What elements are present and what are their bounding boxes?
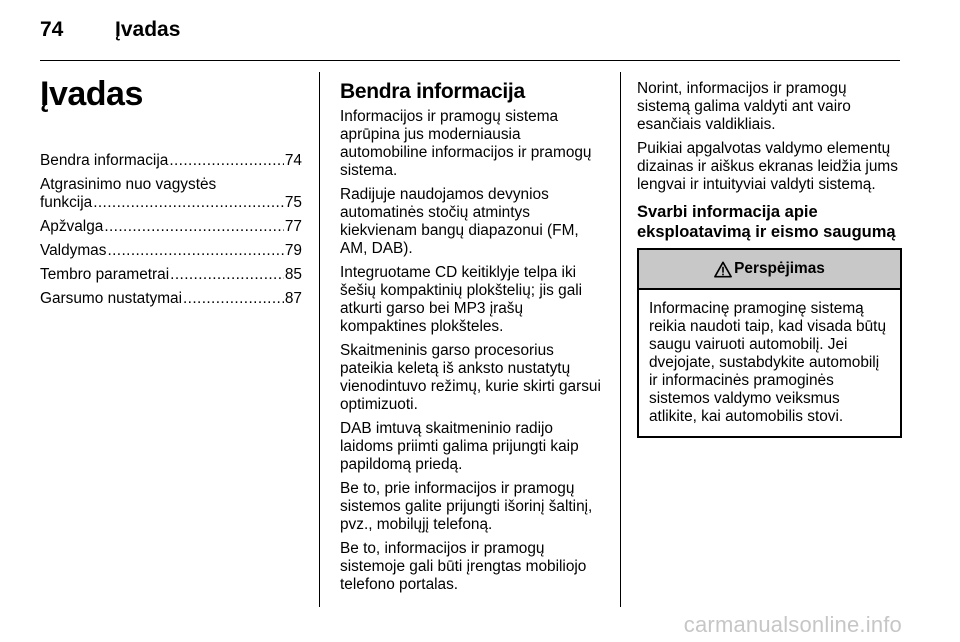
watermark: carmanualsonline.info	[683, 612, 902, 637]
toc-leader-dots	[170, 266, 284, 284]
toc-page-number: 77	[284, 218, 302, 235]
page-number: 74	[40, 18, 64, 41]
toc-entry[interactable]	[40, 290, 302, 308]
column-safety	[637, 74, 902, 438]
paragraph: Norint, informacijos ir pramogų sistemą galima valdyti ant vairo esančiais valdikliais.	[637, 80, 851, 133]
paragraph: Skaitmeninis garso procesorius pateikia keletą iš anksto nustatytų vienodintuvo režimų, kurie skirti garsui optimizuoti.	[340, 342, 601, 413]
toc-page-number: 75	[284, 194, 302, 211]
subheading: Svarbi informacija apie eksploatavimą ir eismo saugumą	[637, 203, 896, 241]
paragraph: DAB imtuvą skaitmeninio radijo laidoms priimti galima prijungti kaip papildomą priedą.	[340, 420, 579, 473]
column-divider	[319, 72, 320, 607]
toc-page-number: 87	[284, 290, 302, 307]
toc-entry-title: Apžvalga	[40, 218, 104, 235]
toc-entry[interactable]	[40, 266, 302, 284]
toc-page-number: 79	[284, 242, 302, 259]
section-title: Įvadas	[40, 75, 143, 113]
toc-entry-title: funkcija	[40, 194, 93, 211]
warning-header	[639, 250, 900, 290]
toc-page-number: 74	[284, 152, 302, 169]
warning-title: Perspėjimas	[734, 260, 825, 277]
toc-entry[interactable]	[40, 176, 302, 212]
table-of-contents	[40, 152, 302, 308]
warning-box	[637, 248, 902, 438]
chapter-title: Įvadas	[115, 18, 181, 41]
toc-entry-title: Tembro parametrai	[40, 266, 170, 283]
toc-page-number: 85	[284, 266, 302, 283]
toc-leader-dots	[93, 194, 284, 212]
column-divider	[620, 72, 621, 607]
paragraph: Radijuje naudojamos devynios automatinės stočių atmintys kiekvienam bangų diapazonui (FM, AM, DAB).	[340, 186, 579, 257]
toc-entry[interactable]	[40, 152, 302, 170]
column-toc	[40, 74, 302, 314]
section-heading: Bendra informacija	[340, 80, 525, 103]
toc-leader-dots	[169, 152, 284, 170]
toc-entry-title: Garsumo nustatymai	[40, 290, 182, 307]
toc-entry[interactable]	[40, 242, 302, 260]
toc-leader-dots	[104, 218, 284, 236]
toc-leader-dots	[107, 242, 283, 260]
paragraph: Be to, informacijos ir pramogų sistemoje gali būti įrengtas mobiliojo telefono portalas.	[340, 540, 587, 593]
warning-triangle-icon	[714, 261, 732, 278]
warning-text: Informacinę pramoginę sistemą reikia naudoti taip, kad visada būtų saugu vairuoti automobilį. Jei dvejojate, sustabdykite automobilį ir informacinės pramoginės sistemos valdymo veiksmus atlikite, kai automobilis stovi.	[649, 300, 886, 425]
page-header	[40, 18, 900, 58]
toc-leader-dots	[183, 290, 284, 308]
column-general-info	[340, 74, 608, 600]
toc-entry-title: Atgrasinimo nuo vagystės	[40, 176, 217, 193]
paragraph: Informacijos ir pramogų sistema aprūpina jus moderniausia automobiline informacijos ir pramogų sistema.	[340, 108, 592, 179]
toc-entry-title: Bendra informacija	[40, 152, 169, 169]
paragraph: Puikiai apgalvotas valdymo elementų dizainas ir aiškus ekranas leidžia jums lengvai ir intuityviai valdyti sistemą.	[637, 140, 898, 193]
toc-entry-title: Valdymas	[40, 242, 107, 259]
toc-entry[interactable]	[40, 218, 302, 236]
paragraph: Integruotame CD keitiklyje telpa iki šešių kompaktinių plokštelių; jis gali atkurti garso bei MP3 įrašų kompaktines plokšteles.	[340, 264, 583, 335]
paragraph: Be to, prie informacijos ir pramogų sistemos galite prijungti išorinį šaltinį, pvz., mobilųjį telefoną.	[340, 480, 593, 533]
header-rule	[40, 60, 900, 61]
